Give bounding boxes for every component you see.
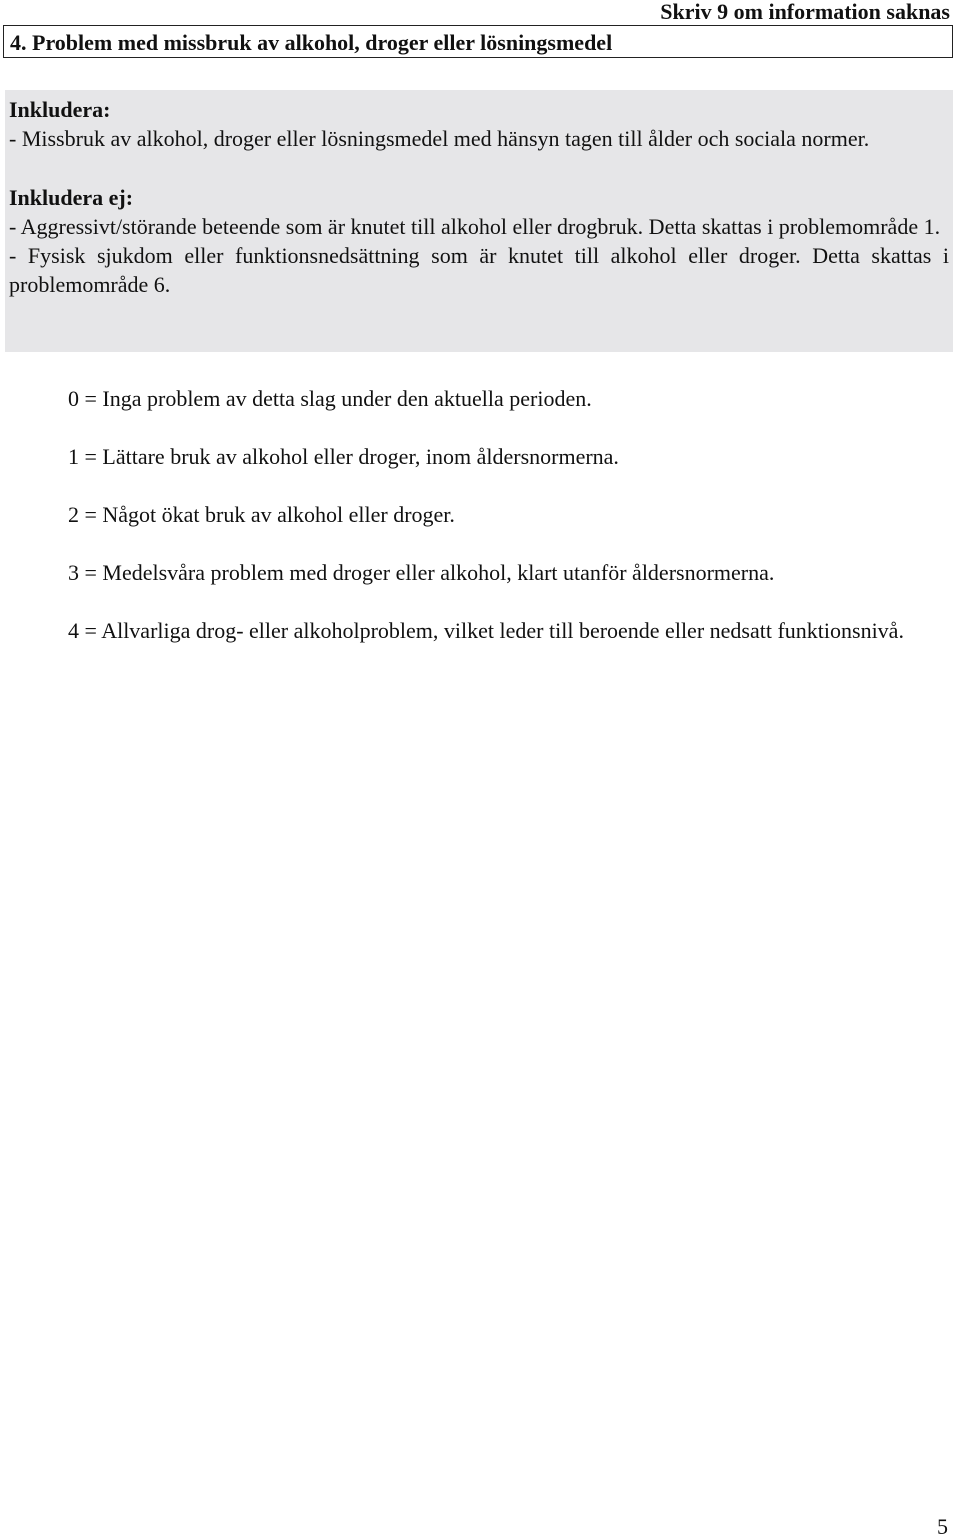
- exclude-heading: Inkludera ej:: [9, 185, 134, 210]
- spacer: [9, 153, 949, 183]
- include-heading: Inkludera:: [9, 97, 111, 122]
- exclude-item: - Aggressivt/störande beteende som är knutet till alkohol eller drogbruk. Detta skattas i problemområde 1.: [9, 214, 941, 239]
- scale-item-3: 3 = Medelsvåra problem med droger eller alkohol, klart utanför åldersnormerna.: [68, 560, 775, 585]
- rating-scale: [68, 384, 928, 674]
- criteria-box: [5, 90, 953, 352]
- include-item: - Missbruk av alkohol, droger eller lösningsmedel med hänsyn tagen till ålder och sociala normer.: [9, 126, 870, 151]
- exclude-item: - Fysisk sjukdom eller funktionsnedsättning som är knutet till alkohol eller droger. Detta skattas i problemområde 6.: [9, 243, 949, 297]
- missing-info-note: Skriv 9 om information saknas: [660, 0, 950, 24]
- page-number: 5: [937, 1514, 948, 1539]
- section-title: 4. Problem med missbruk av alkohol, droger eller lösningsmedel: [3, 25, 953, 58]
- scale-item-0: 0 = Inga problem av detta slag under den aktuella perioden.: [68, 386, 592, 411]
- scale-item-1: 1 = Lättare bruk av alkohol eller droger, inom åldersnormerna.: [68, 444, 619, 469]
- scale-item-4: 4 = Allvarliga drog- eller alkoholproblem, vilket leder till beroende eller nedsatt funktionsnivå.: [68, 618, 904, 643]
- scale-item-2: 2 = Något ökat bruk av alkohol eller droger.: [68, 502, 455, 527]
